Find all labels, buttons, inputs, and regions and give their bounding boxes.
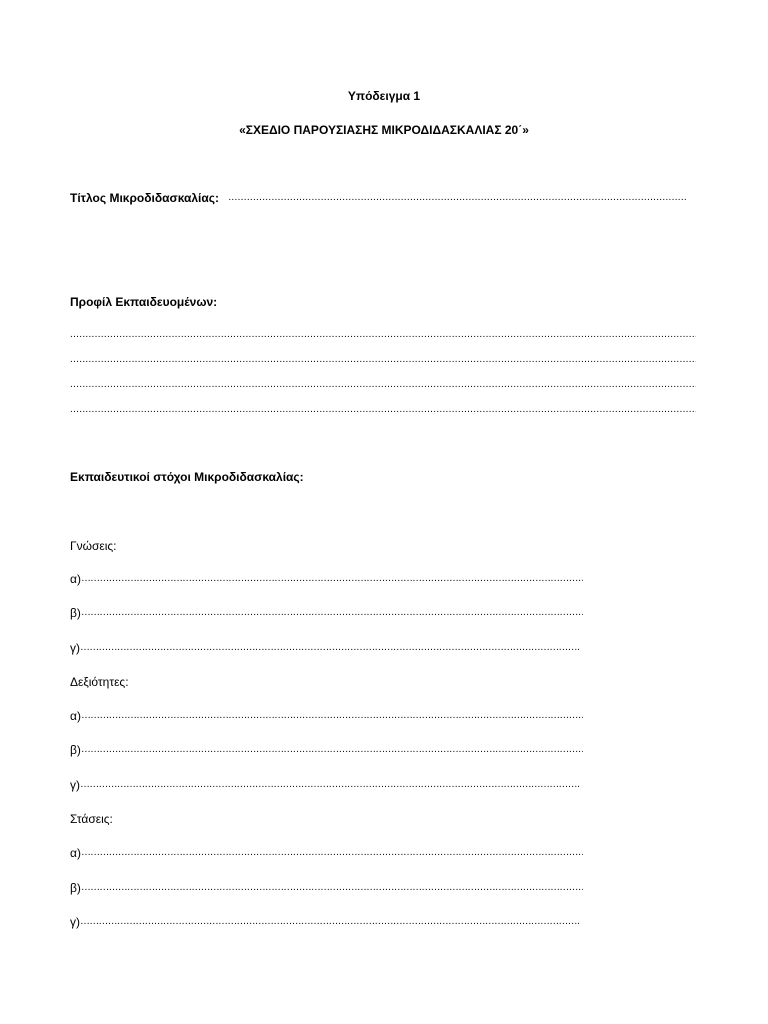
title-field-label: Τίτλος Μικροδιδασκαλίας:	[70, 191, 219, 205]
form-title: «ΣΧΕΔΙΟ ΠΑΡΟΥΣΙΑΣΗΣ ΜΙΚΡΟΔΙΔΑΣΚΑΛΙΑΣ 20΄»	[239, 123, 529, 137]
skills-item-b[interactable]: β)……………………………………………………………………………………………………………………………………………………………………………………………………	[70, 742, 583, 758]
profile-line-1[interactable]	[70, 327, 696, 343]
attitudes-item-c[interactable]: γ)……………………………………………………………………………………………………………………………………………………………………………………………………	[70, 914, 580, 930]
knowledge-item-c[interactable]: γ)……………………………………………………………………………………………………………………………………………………………………………………………………	[70, 640, 580, 656]
objectives-label: Εκπαιδευτικοί στόχοι Μικροδιδασκαλίας:	[70, 470, 304, 484]
skills-item-c[interactable]: γ)……………………………………………………………………………………………………………………………………………………………………………………………………	[70, 777, 580, 793]
profile-line-3[interactable]	[70, 377, 696, 393]
profile-label: Προφίλ Εκπαιδευομένων:	[70, 295, 218, 309]
attitudes-item-b[interactable]: β)……………………………………………………………………………………………………………………………………………………………………………………………………	[70, 880, 583, 896]
title-field-blank[interactable]	[228, 190, 686, 206]
skills-item-a[interactable]: α)……………………………………………………………………………………………………………………………………………………………………………………………………	[70, 708, 583, 724]
profile-line-2[interactable]	[70, 352, 696, 368]
section-heading-attitudes: Στάσεις:	[70, 812, 113, 826]
knowledge-item-b[interactable]: β)……………………………………………………………………………………………………………………………………………………………………………………………………	[70, 605, 583, 621]
knowledge-item-a[interactable]: α)……………………………………………………………………………………………………………………………………………………………………………………………………	[70, 571, 583, 587]
title-field	[70, 190, 686, 206]
section-heading-skills: Δεξιότητες:	[70, 675, 129, 689]
profile-line-4[interactable]	[70, 402, 696, 418]
section-heading-knowledge: Γνώσεις:	[70, 539, 117, 553]
template-label: Υπόδειγμα 1	[347, 89, 421, 103]
attitudes-item-a[interactable]: α)……………………………………………………………………………………………………………………………………………………………………………………………………	[70, 845, 583, 861]
